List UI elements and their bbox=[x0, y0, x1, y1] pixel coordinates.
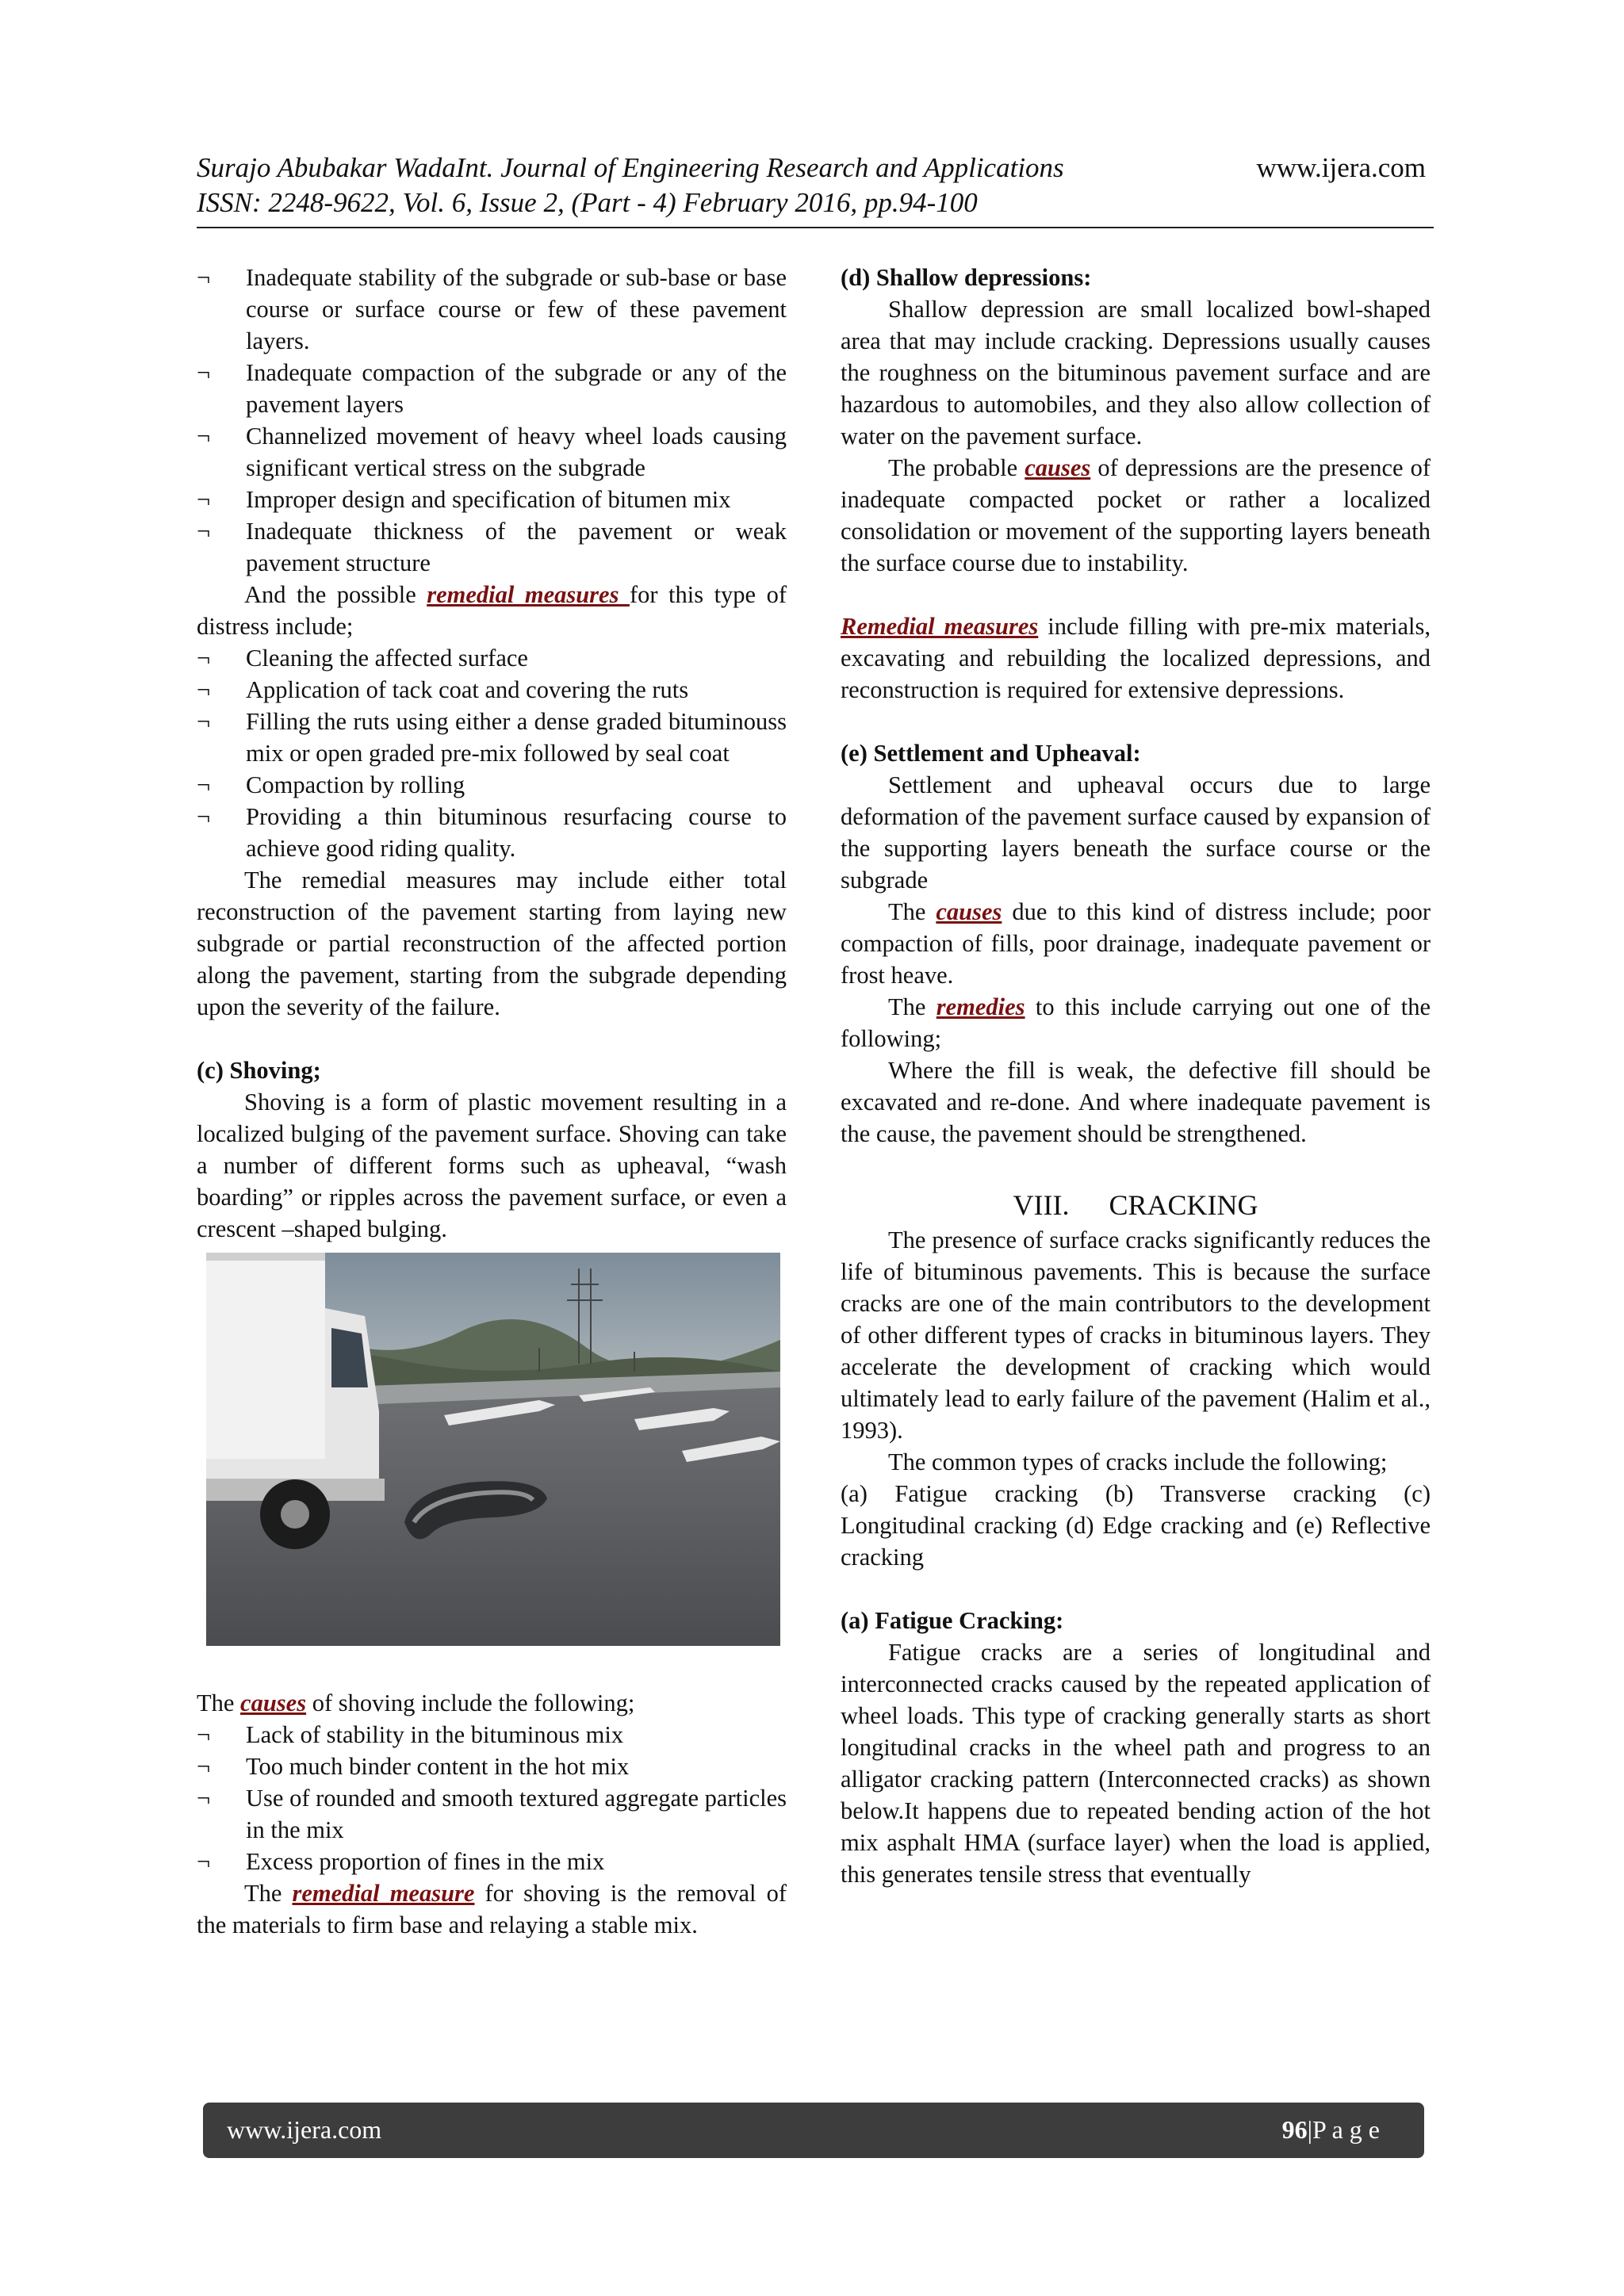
crack-types-list: (a) Fatigue cracking (b) Transverse cracking (c) Longitudinal cracking (d) Edge cracking and (e) Reflective cracking bbox=[841, 1480, 1431, 1571]
list-item: ¬ Inadequate stability of the subgrade or sub-base or base course or surface course or few of these pavement layers. bbox=[197, 262, 787, 357]
bullet-mark: ¬ bbox=[197, 803, 211, 830]
remedial-paragraph: The remedial measures may include either total reconstruction of the pavement starting from laying new subgrade or partial reconstruction of the affected portion along the pavement, starting from the subgrade depending upon the severity of the failure. bbox=[197, 867, 787, 1020]
bullet-mark: ¬ bbox=[197, 486, 211, 513]
bullets-rutting-causes bbox=[197, 262, 787, 579]
cracking-paragraph: The presence of surface cracks significantly reduces the life of bituminous pavements. This is because the surface cracks are one of the main contributors to the development of other different types of cracks in bituminous layers. They accelerate the development of cracking which would ultimately lead to early failure of the pavement (Halim et al., 1993). bbox=[841, 1226, 1431, 1444]
bullet-mark: ¬ bbox=[197, 1721, 211, 1748]
list-item: ¬ Inadequate compaction of the subgrade or any of the pavement layers bbox=[197, 357, 787, 420]
issn-line: ISSN: 2248-9622, Vol. 6, Issue 2, (Part - 4) February 2016, pp.94-100 bbox=[197, 187, 978, 218]
bullet-mark: ¬ bbox=[197, 676, 211, 703]
bullet-mark: ¬ bbox=[197, 771, 211, 798]
page-footer bbox=[203, 2103, 1424, 2158]
section-title: CRACKING bbox=[1109, 1189, 1258, 1221]
keyword-remedies: remedies bbox=[936, 993, 1025, 1020]
left-column bbox=[197, 262, 787, 1941]
bullet-mark: ¬ bbox=[197, 1753, 211, 1780]
keyword-remedial-measures: Remedial measures bbox=[841, 613, 1039, 640]
list-item: ¬ Lack of stability in the bituminous mix bbox=[197, 1719, 787, 1751]
list-item: ¬ Compaction by rolling bbox=[197, 769, 787, 801]
shoving-remedial-paragraph: The remedial measure for shoving is the removal of the materials to firm base and relaying a stable mix. bbox=[197, 1880, 787, 1938]
section-number: VIII. bbox=[1013, 1189, 1070, 1221]
bullets-shoving-causes bbox=[197, 1719, 787, 1877]
settlement-causes-paragraph: The causes due to this kind of distress include; poor compaction of fills, poor drainage, inadequate pavement or frost heave. bbox=[841, 898, 1431, 989]
depressions-heading: (d) Shallow depressions: bbox=[841, 264, 1092, 291]
keyword-causes: causes bbox=[240, 1689, 307, 1716]
fatigue-heading: (a) Fatigue Cracking: bbox=[841, 1607, 1064, 1634]
keyword-remedial-measures: remedial measures bbox=[427, 581, 630, 608]
journal-website[interactable]: www.ijera.com bbox=[1256, 152, 1426, 183]
keyword-causes: causes bbox=[936, 898, 1002, 925]
keyword-causes: causes bbox=[1025, 454, 1091, 481]
bullet-mark: ¬ bbox=[197, 423, 211, 450]
bullet-mark: ¬ bbox=[197, 264, 211, 291]
bullet-mark: ¬ bbox=[197, 1785, 211, 1812]
bullet-mark: ¬ bbox=[197, 1848, 211, 1875]
depressions-paragraph: Shallow depression are small localized bowl-shaped area that may include cracking. Depressions usually causes the roughness on the bituminous pavement surface and are hazardous to automobiles, and they also allow collection of water on the pavement surface. bbox=[841, 296, 1431, 450]
list-item: ¬ Excess proportion of fines in the mix bbox=[197, 1846, 787, 1877]
list-item: ¬ Providing a thin bituminous resurfacing course to achieve good riding quality. bbox=[197, 801, 787, 864]
weak-fill-paragraph: Where the fill is weak, the defective fill should be excavated and re-done. And where inadequate pavement is the cause, the pavement should be strengthened. bbox=[841, 1057, 1431, 1147]
header-rule bbox=[197, 227, 1434, 228]
bullet-mark: ¬ bbox=[197, 518, 211, 545]
depressions-remedial-paragraph: Remedial measures include filling with pre-mix materials, excavating and rebuilding the localized depressions, and reconstruction is required for extensive depressions. bbox=[841, 613, 1431, 703]
list-item: ¬ Application of tack coat and covering the ruts bbox=[197, 674, 787, 706]
settlement-remedies-paragraph: The remedies to this include carrying out one of the following; bbox=[841, 993, 1431, 1052]
crack-types-intro: The common types of cracks include the following; bbox=[888, 1448, 1388, 1475]
list-item: ¬ Improper design and specification of bitumen mix bbox=[197, 484, 787, 515]
bullet-mark: ¬ bbox=[197, 708, 211, 735]
keyword-remedial-measure: remedial measure bbox=[292, 1880, 475, 1907]
list-item: ¬ Use of rounded and smooth textured aggregate particles in the mix bbox=[197, 1782, 787, 1846]
list-item: ¬ Too much binder content in the hot mix bbox=[197, 1751, 787, 1782]
shoving-paragraph: Shoving is a form of plastic movement resulting in a localized bulging of the pavement surface. Shoving can take a number of different forms such as upheaval, “wash boarding” or ripples across the pavement surface, or even a crescent –shaped bulging. bbox=[197, 1089, 787, 1242]
fatigue-paragraph: Fatigue cracks are a series of longitudinal and interconnected cracks caused by the repeated application of wheel loads. This type of cracking generally starts as short longitudinal cracks in the wheel path and progress to an alligator cracking pattern (Interconnected cracks) as shown below.It happens due to repeated bending action of the hot mix asphalt HMA (surface layer) when the load is applied, this generates tensile stress that eventually bbox=[841, 1639, 1431, 1888]
shoving-heading: (c) Shoving; bbox=[197, 1057, 321, 1084]
shoving-causes-intro: The causes of shoving include the following; bbox=[197, 1689, 635, 1716]
list-item: ¬ Inadequate thickness of the pavement or weak pavement structure bbox=[197, 515, 787, 579]
page-header bbox=[197, 151, 1434, 220]
bullet-mark: ¬ bbox=[197, 359, 211, 386]
journal-citation-line: Surajo Abubakar WadaInt. Journal of Engineering Research and Applications bbox=[197, 152, 1064, 183]
settlement-paragraph: Settlement and upheaval occurs due to large deformation of the pavement surface caused by expansion of the supporting layers beneath the surface course or the subgrade bbox=[841, 771, 1431, 894]
page-number: 96|P a g e bbox=[1281, 2115, 1380, 2144]
possible-measures-paragraph: And the possible remedial measures for this type of distress include; bbox=[197, 581, 787, 640]
bullet-mark: ¬ bbox=[197, 645, 211, 672]
depressions-causes-paragraph: The probable causes of depressions are the presence of inadequate compacted pocket or rather a localized consolidation or movement of the supporting layers beneath the surface course due to instability. bbox=[841, 454, 1431, 576]
section-heading-cracking bbox=[841, 1186, 1431, 1224]
list-item: ¬ Filling the ruts using either a dense graded bituminouss mix or open graded pre-mix followed by seal coat bbox=[197, 706, 787, 769]
right-column bbox=[841, 262, 1431, 1890]
settlement-heading: (e) Settlement and Upheaval: bbox=[841, 740, 1141, 767]
shoving-road-photo bbox=[206, 1253, 780, 1646]
footer-website[interactable]: www.ijera.com bbox=[227, 2115, 382, 2144]
list-item: ¬ Channelized movement of heavy wheel loads causing significant vertical stress on the subgrade bbox=[197, 420, 787, 484]
bullets-rutting-remedies bbox=[197, 642, 787, 864]
list-item: ¬ Cleaning the affected surface bbox=[197, 642, 787, 674]
